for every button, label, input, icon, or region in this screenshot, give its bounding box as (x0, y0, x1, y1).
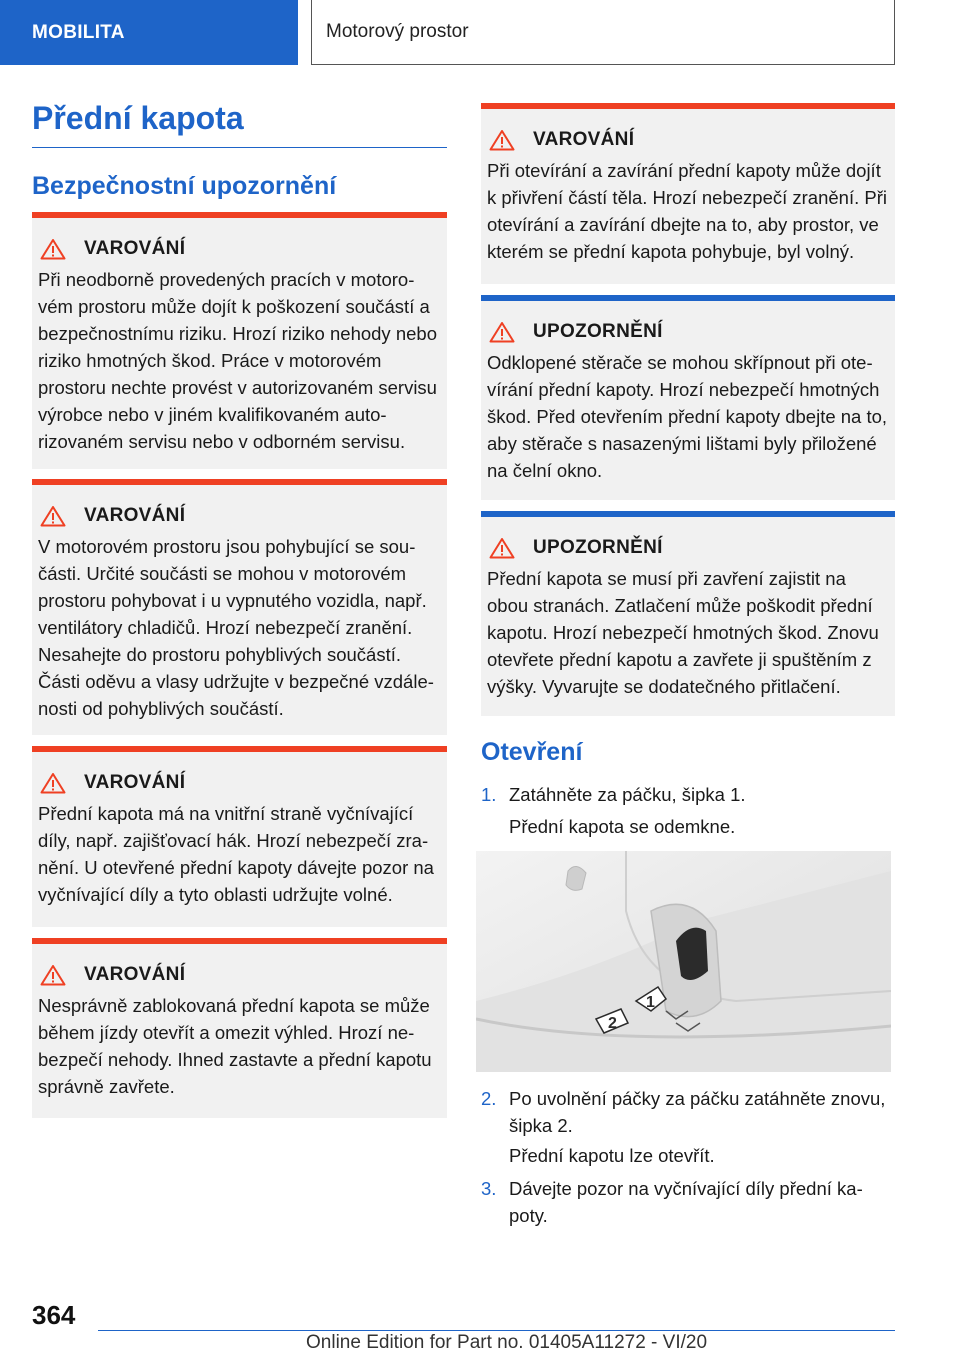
warning-heading-text: VAROVÁNÍ (84, 772, 186, 793)
step-result: Přední kapotu lze otevřít. (509, 1145, 715, 1166)
warning-triangle-icon (489, 321, 515, 343)
arrow-2-label: 2 (608, 1015, 617, 1032)
section-tab: MOBILITA (0, 0, 298, 65)
warning-box (32, 938, 447, 1118)
step-result: Přední kapota se odemkne. (509, 816, 736, 837)
warning-text: Nesprávně zablokovaná přední kapota se může během jízdy otevřít a omezit výhled. Hrozí nebezpečí nehody. Ihned zastavte a přední kapotu správně zavřete. (38, 995, 432, 1097)
step-text: Zatáhněte za páčku, šipka 1. (509, 784, 746, 805)
figure-drawing (476, 851, 891, 1072)
warning-box (481, 103, 895, 284)
step-number: 1. (481, 784, 497, 805)
step-number: 3. (481, 1178, 497, 1199)
warning-triangle-icon (40, 964, 66, 986)
warning-box (32, 212, 447, 469)
warning-heading-text: VAROVÁNÍ (84, 238, 186, 259)
warning-text: V motorovém prostoru jsou pohybující se součásti. Určité součásti se mohou v motorovém prostoru pohybovat i u vypnutého vozidla, např. ventilátory chladičů. Hrozí nebezpečí zranění. Nesahejte do prostoru pohyblivých součástí. Části oděvu a vlasy udržujte v bezpečné vzdálenosti od pohyblivých součástí. (38, 536, 434, 719)
warning-box (32, 479, 447, 735)
warning-triangle-icon (40, 505, 66, 527)
warning-triangle-icon (489, 537, 515, 559)
warning-text: Při neodborně provedených pracích v motorovém prostoru může dojít k poškození součástí a bezpečnostnímu riziku. Hrozí riziko nehody nebo riziko hmotných škod. Práce v motorovém prostoru nechte provést v autorizovaném servisu výrobce nebo v jiném kvalifikovaném autorizovaném servisu nebo v odborném servisu. (38, 269, 437, 452)
section-heading-opening: Otevření (481, 738, 583, 766)
caution-box (481, 511, 895, 716)
step-text: Dávejte pozor na vyčnívající díly přední kapoty. (509, 1178, 863, 1226)
warning-heading (38, 964, 441, 986)
warning-text: Při otevírání a zavírání přední kapoty může dojít k přivření částí těla. Hrozí nebezpečí zranění. Při otevírání a zavírání dbejte na to, aby prostor, ve kterém se přední kapota pohybuje, byl volný. (487, 160, 887, 262)
page-title: Přední kapota (32, 100, 447, 148)
caution-text: Přední kapota se musí při zavření zajistit na obou stranách. Zatlačení může poškodit přední kapotu. Hrozí nebezpečí hmotných škod. Znovu otevřete přední kapotu a zavřete ji spuštěním z výšky. Vyvarujte se dodatečného přitlačení. (487, 568, 879, 697)
hood-release-lever-illustration (476, 851, 891, 1072)
caution-text: Odklopené stěrače se mohou skřípnout při otevírání přední kapoty. Hrozí nebezpečí hmotných škod. Před otevřením přední kapoty dbejte na to, aby stěrače s nasazenými lištami byly přiložené na čelní okno. (487, 352, 888, 481)
footer-edition: Online Edition for Part no. 01405A11272 - VI/20 (306, 1332, 708, 1353)
step-number: 2. (481, 1088, 497, 1109)
list-item (481, 1085, 895, 1139)
warning-heading (38, 505, 441, 527)
caution-box (481, 295, 895, 500)
caution-heading (487, 321, 889, 343)
step-text: Po uvolnění páčky za páčku zatáhněte znovu, šipka 2. (509, 1088, 886, 1136)
page-number: 364 (32, 1300, 76, 1330)
warning-box (32, 746, 447, 927)
warning-heading (487, 129, 889, 151)
warning-text: Přední kapota má na vnitřní straně vyčnívající díly, např. zajišťovací hák. Hrozí nebezpečí zranění. U otevřené přední kapoty dávejte pozor na vyčnívající díly a tyto oblasti udržujte volné. (38, 803, 434, 905)
warning-heading-text: VAROVÁNÍ (533, 129, 635, 150)
warning-heading-text: VAROVÁNÍ (84, 505, 186, 526)
warning-triangle-icon (40, 772, 66, 794)
list-item (481, 781, 895, 808)
list-item (481, 1175, 895, 1229)
caution-heading (487, 537, 889, 559)
chapter-title: Motorový prostor (311, 0, 895, 65)
warning-heading (38, 238, 441, 260)
warning-heading-text: VAROVÁNÍ (84, 964, 186, 985)
section-heading-safety: Bezpečnostní upozornění (32, 172, 337, 200)
caution-heading-text: UPOZORNĚNÍ (533, 321, 663, 342)
footer-divider (98, 1330, 895, 1331)
warning-triangle-icon (40, 238, 66, 260)
arrow-1-label: 1 (646, 994, 655, 1011)
warning-heading (38, 772, 441, 794)
warning-triangle-icon (489, 129, 515, 151)
caution-heading-text: UPOZORNĚNÍ (533, 537, 663, 558)
